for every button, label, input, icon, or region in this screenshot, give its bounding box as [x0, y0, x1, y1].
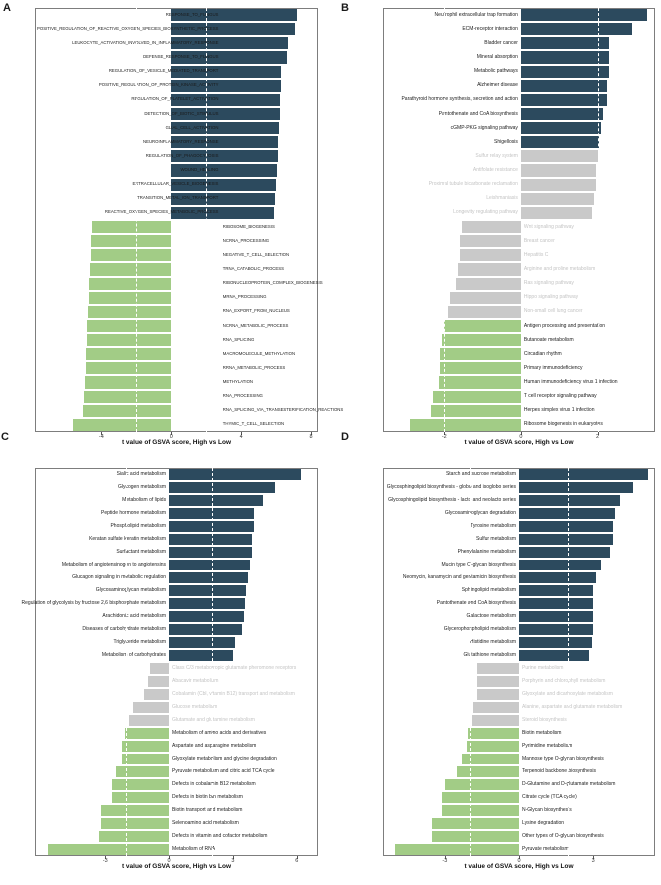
- bar-label: DEFENSE_RESPONSE_TO_FUNGUS: [143, 53, 219, 59]
- bar-label: T cell receptor signaling pathway: [523, 393, 597, 400]
- bar-label: Glycogen metabolism: [117, 483, 167, 490]
- panel-d: [330, 441, 661, 885]
- bar-label: Peptide hormone metabolism: [101, 509, 167, 516]
- bar-label: Metabolism of angiotensinogen to angiotensins: [61, 561, 167, 568]
- bar-down: [112, 792, 169, 803]
- bar-up: [521, 122, 601, 134]
- bar-label: REACTIVE_OXYGEN_SPECIES_METABOLIC_PROCESS: [104, 209, 219, 215]
- bar-label: Surfactant metabolism: [116, 548, 167, 555]
- bar-label: Parathyroid hormone synthesis, secretion and action: [401, 96, 518, 103]
- bar-label: ECM-receptor interaction: [462, 25, 518, 32]
- x-axis-tick-label: 3: [231, 858, 235, 864]
- bar-label: RNA_PROCESSING: [222, 393, 263, 399]
- bar-down: [87, 334, 172, 346]
- bar-label: RESPONSE_TO_FUNGUS: [165, 11, 219, 17]
- bar-up: [519, 637, 592, 648]
- bar-label: Metabolism of lipids: [122, 496, 167, 503]
- bar-ns: [473, 702, 519, 713]
- bar-label: Breast cancer: [523, 237, 555, 244]
- significance-threshold-line: [136, 8, 137, 432]
- bar-ns: [477, 663, 519, 674]
- bar-label: Aspartate and asparagine metabolism: [172, 742, 257, 749]
- bar-label: Metabolism of carbohydrates: [101, 652, 167, 659]
- bar-down: [86, 362, 172, 374]
- bar-label: RIBONUCLEOPROTEIN_COMPLEX_BIOGENESIS: [222, 280, 323, 286]
- bar-label: Glyoxylate metabolism and glycine degradation: [172, 755, 277, 762]
- bar-up: [521, 66, 609, 78]
- bar-label: LEUKOCYTE_ACTIVATION_INVOLVED_IN_INFLAMMATORY_RESPONSE: [72, 39, 219, 45]
- bar-label: GLIAL_CELL_ACTIVATION: [165, 124, 219, 130]
- bar-up: [169, 495, 263, 506]
- bar-label: Histidine metabolism: [469, 639, 516, 646]
- bar-label: Other types of O-glycan biosynthesis: [522, 833, 604, 840]
- bar-label: NEUROINFLAMMATORY_RESPONSE: [142, 138, 219, 144]
- bar-up: [519, 534, 613, 545]
- x-axis-tick-label: 0: [167, 858, 171, 864]
- x-axis-tick-label: -3: [442, 858, 448, 864]
- bar-up: [519, 495, 620, 506]
- bar-label: Glycosaminoglycan metabolism: [95, 587, 167, 594]
- bar-label: Primary immunodeficiency: [523, 364, 583, 371]
- bar-down: [445, 779, 519, 790]
- panel-a-letter: A: [3, 2, 11, 14]
- bar-label: Selenoamino acid metabolism: [172, 820, 239, 827]
- bar-label: Porphyrin and chlorophyll metabolism: [522, 677, 606, 684]
- significance-threshold-line: [598, 8, 599, 432]
- bar-label: Butanoate metabolism: [523, 336, 574, 343]
- bar-label: Biotin transport and metabolism: [172, 807, 243, 814]
- bar-ns: [521, 207, 592, 219]
- bar-label: RNA_EXPORT_FROM_NUCLEUS: [222, 308, 290, 314]
- bar-down: [91, 249, 171, 261]
- bar-label: Diseases of carbohydrate metabolism: [82, 626, 167, 633]
- bar-label: Metabolism of amino acids and derivatives: [172, 729, 267, 736]
- bar-label: Bladder cancer: [484, 39, 518, 46]
- bar-down: [462, 754, 519, 765]
- bar-label: Defects in biotin btn metabolism: [172, 794, 243, 801]
- panel-b: [330, 0, 661, 445]
- bar-up: [519, 624, 593, 635]
- bar-label: Human immunodeficiency virus 1 infection: [523, 379, 618, 386]
- bar-label: WOUND_HEALING: [180, 167, 219, 173]
- bar-label: Terpenoid backbone biosynthesis: [522, 768, 596, 775]
- bar-down: [122, 754, 169, 765]
- bar-label: Glucose metabolism: [172, 703, 218, 710]
- significance-threshold-line: [470, 468, 471, 856]
- panel-a-xlabel: t value of GSVA score, High vs Low: [121, 439, 232, 446]
- bar-label: Alzheimer disease: [477, 82, 518, 89]
- bar-label: Glycerophospholipid metabolism: [443, 626, 516, 633]
- bar-label: POSITIVE_REGULATION_OF_PROTEIN_KINASE_ACTIVITY: [98, 82, 219, 88]
- bar-up: [519, 508, 615, 519]
- bar-label: Starch and sucrose metabolism: [445, 470, 516, 477]
- bar-label: Sialic acid metabolism: [116, 470, 167, 477]
- bar-down: [91, 235, 171, 247]
- bar-label: Ribosome biogenesis in eukaryotes: [523, 421, 603, 428]
- bar-up: [519, 547, 610, 558]
- bar-down: [83, 405, 171, 417]
- bar-label: Glycosphingolipid biosynthesis - globo and isoglobo series: [386, 483, 516, 490]
- bar-label: MACROMOLECULE_METHYLATION: [222, 350, 296, 356]
- bar-label: Glyoxylate and dicarboxylate metabolism: [522, 690, 613, 697]
- bar-label: Pantothenate and CoA biosynthesis: [436, 600, 516, 607]
- bar-label: Purine metabolism: [522, 664, 564, 671]
- bar-label: REGULATION_OF_PHAGOCYTOSIS: [145, 152, 219, 158]
- x-axis-tick-label: 0: [519, 434, 523, 440]
- bar-down: [89, 278, 171, 290]
- bar-down: [432, 818, 519, 829]
- bar-up: [169, 572, 248, 583]
- bar-label: Pyruvate metabolism and citric acid TCA cycle: [172, 768, 275, 775]
- significance-threshold-line: [206, 8, 207, 432]
- bar-label: DETECTION_OF_BIOTIC_STIMULUS: [144, 110, 219, 116]
- bar-ns: [150, 663, 169, 674]
- bar-label: Pyrimidine metabolism: [522, 742, 573, 749]
- bar-label: Glutamate and glutamine metabolism: [172, 716, 255, 723]
- bar-label: cGMP-PKG signaling pathway: [450, 124, 518, 131]
- bar-label: Ras signaling pathway: [523, 280, 574, 287]
- bar-up: [169, 560, 250, 571]
- bar-label: RIBOSOME_BIOGENESIS: [222, 223, 275, 229]
- bar-down: [90, 263, 171, 275]
- significance-threshold-line: [212, 468, 213, 856]
- bar-label: Longevity regulating pathway: [453, 209, 518, 216]
- bar-label: Steroid biosynthesis: [522, 716, 567, 723]
- bar-up: [169, 534, 252, 545]
- x-axis-tick-label: 2: [596, 434, 600, 440]
- bar-up: [169, 624, 242, 635]
- bar-label: Mucin type O-glycan biosynthesis: [441, 561, 516, 568]
- bar-label: Glycosphingolipid biosynthesis - lacto and neolacto series: [388, 496, 516, 503]
- x-axis-tick-label: 3: [591, 858, 595, 864]
- significance-threshold-line: [568, 468, 569, 856]
- bar-up: [519, 469, 648, 480]
- bar-label: Mineral absorption: [476, 53, 518, 60]
- bar-down: [87, 320, 171, 332]
- bar-up: [519, 521, 613, 532]
- bar-up: [521, 9, 647, 21]
- bar-label: METHYLATION: [222, 379, 254, 385]
- significance-threshold-line: [444, 8, 445, 432]
- bar-label: REGULATION_OF_VESICLE_MEDIATED_TRANSPORT: [108, 68, 219, 74]
- bar-up: [521, 94, 607, 106]
- bar-label: Neutrophil extracellular trap formation: [434, 11, 518, 18]
- bar-label: Sulfur metabolism: [475, 535, 516, 542]
- bar-label: Class C/3 metabotropic glutamate pheromone receptors: [172, 664, 297, 671]
- bar-label: Arginine and proline metabolism: [523, 265, 596, 272]
- bar-label: RNA_SPLICING_VIA_TRANSESTERIFICATION_REACTIONS: [222, 407, 344, 413]
- bar-label: MRNA_PROCESSING: [222, 294, 267, 300]
- bar-label: NCRNA_PROCESSING: [222, 237, 270, 243]
- bar-ns: [521, 164, 596, 176]
- bar-up: [519, 650, 589, 661]
- bar-label: Leishmaniasis: [486, 195, 518, 202]
- bar-label: Phospholipid metabolism: [110, 522, 167, 529]
- bar-label: Keratan sulfate keratin metabolism: [89, 535, 167, 542]
- x-axis-tick-label: 0: [169, 434, 173, 440]
- bar-label: Biotin metabolism: [522, 729, 562, 736]
- bar-label: Shigellosis: [494, 138, 518, 145]
- bar-label: Pantothenate and CoA biosynthesis: [438, 110, 518, 117]
- bar-down: [84, 391, 171, 403]
- bar-up: [521, 37, 609, 49]
- bar-up: [519, 482, 633, 493]
- panel-d-letter: D: [341, 431, 349, 443]
- bar-label: Tyrosine metabolism: [470, 522, 516, 529]
- bar-down: [48, 844, 169, 855]
- bar-ns: [148, 676, 169, 687]
- bar-label: TRNA_CATABOLIC_PROCESS: [222, 265, 284, 271]
- bar-label: Citrate cycle (TCA cycle): [522, 794, 577, 801]
- bar-label: Hippo signaling pathway: [523, 294, 579, 301]
- bar-label: Regulation of glycolysis by fructose 2,6 bisphosphate metabolism: [21, 600, 167, 607]
- bar-up: [519, 560, 601, 571]
- bar-down: [92, 221, 171, 233]
- bar-label: Wnt signaling pathway: [523, 223, 574, 230]
- bar-up: [521, 80, 607, 92]
- bar-label: Neomycin, kanamycin and gentamicin biosynthesis: [402, 574, 516, 581]
- bar-label: Pyruvate metabolism: [522, 846, 569, 853]
- bar-up: [521, 51, 609, 63]
- bar-label: Sphingolipid metabolism: [461, 587, 516, 594]
- bar-down: [457, 766, 519, 777]
- bar-label: Metabolism of RNA: [172, 846, 216, 853]
- significance-threshold-line: [126, 468, 127, 856]
- bar-ns: [129, 715, 169, 726]
- panel-c-xlabel: t value of GSVA score, High vs Low: [121, 863, 232, 870]
- bar-label: Abacavir metabolism: [172, 677, 219, 684]
- x-axis-tick-label: 8: [309, 434, 313, 440]
- bar-label: THYMIC_T_CELL_SELECTION: [222, 421, 285, 427]
- bar-label: RRNA_METABOLIC_PROCESS: [222, 364, 286, 370]
- bar-up: [169, 547, 252, 558]
- bar-down: [73, 419, 171, 431]
- bar-down: [442, 792, 519, 803]
- bar-down: [112, 779, 169, 790]
- bar-down: [432, 831, 519, 842]
- bar-up: [169, 598, 245, 609]
- bar-label: Cobalamin (Cbl, vitamin B12) transport and metabolism: [172, 690, 295, 697]
- bar-down: [468, 728, 519, 739]
- bar-label: Mannose type O-glycan biosynthesis: [522, 755, 604, 762]
- bar-up: [169, 637, 235, 648]
- bar-down: [442, 805, 519, 816]
- bar-label: Hepatitis C: [523, 251, 549, 258]
- bar-down: [116, 766, 169, 777]
- panel-b-xlabel: t value of GSVA score, High vs Low: [464, 439, 574, 446]
- bar-up: [519, 598, 593, 609]
- bar-down: [99, 831, 169, 842]
- bar-ns: [521, 193, 594, 205]
- bar-label: Defects in cobalamin B12 metabolism: [172, 781, 256, 788]
- bar-label: Glucagon signaling in metabolic regulation: [72, 574, 167, 581]
- bar-label: D-Glutamine and D-glutamate metabolism: [522, 781, 616, 788]
- bar-down: [89, 292, 171, 304]
- bar-label: Proximal tubule bicarbonate reclamation: [428, 181, 518, 188]
- bar-label: RNA_SPLICING: [222, 336, 255, 342]
- bar-label: Herpes simplex virus 1 infection: [523, 407, 595, 414]
- bar-down: [122, 741, 169, 752]
- bar-down: [467, 741, 519, 752]
- bar-label: TRANSITION_METAL_ION_TRANSPORT: [137, 195, 219, 201]
- bar-label: Glutathione metabolism: [463, 652, 516, 659]
- bar-up: [169, 611, 243, 622]
- bar-label: Lysine degradation: [522, 820, 565, 827]
- bar-up: [519, 572, 596, 583]
- bar-label: NEGATIVE_T_CELL_SELECTION: [222, 251, 290, 257]
- panel-c: [0, 441, 330, 885]
- bar-up: [519, 585, 593, 596]
- bar-label: Arachidonic acid metabolism: [102, 613, 167, 620]
- bar-label: Circadian rhythm: [523, 350, 562, 357]
- bar-up: [169, 650, 233, 661]
- bar-up: [521, 108, 603, 120]
- bar-ns: [133, 702, 169, 713]
- bar-label: NCRNA_METABOLIC_PROCESS: [222, 322, 289, 328]
- bar-up: [521, 23, 632, 35]
- bar-down: [88, 306, 171, 318]
- bar-label: Metabolic pathways: [474, 68, 518, 75]
- x-axis-tick-label: -3: [102, 858, 108, 864]
- bar-down: [85, 376, 171, 388]
- bar-down: [125, 728, 169, 739]
- bar-label: Antifolate resistance: [472, 167, 518, 174]
- bar-down: [101, 818, 169, 829]
- bar-label: REGULATION_OF_PLATELET_ACTIVATION: [131, 96, 219, 102]
- panel-d-xlabel: t value of GSVA score, High vs Low: [464, 863, 574, 870]
- bar-up: [169, 585, 246, 596]
- bar-up: [519, 611, 593, 622]
- bar-ns: [521, 150, 598, 162]
- bar-label: Glycosaminoglycan degradation: [444, 509, 516, 516]
- panel-b-letter: B: [341, 2, 349, 14]
- bar-label: Antigen processing and presentation: [523, 322, 606, 329]
- bar-label: Defects in vitamin and cofactor metabolism: [172, 833, 268, 840]
- x-axis-tick-label: 4: [239, 434, 243, 440]
- bar-label: Triglyceride metabolism: [113, 639, 167, 646]
- x-axis-tick-label: 6: [295, 858, 299, 864]
- bar-ns: [477, 689, 519, 700]
- bar-label: Phenylalanine metabolism: [457, 548, 516, 555]
- bar-ns: [521, 179, 596, 191]
- bar-label: Non-small cell lung cancer: [523, 308, 583, 315]
- x-axis-tick-label: -2: [441, 434, 447, 440]
- bar-label: POSITIVE_REGULATION_OF_REACTIVE_OXYGEN_SPECIES_BIOSYNTHETIC_PROCESS: [37, 25, 219, 31]
- bar-label: N-Glycan biosynthesis: [522, 807, 572, 814]
- panel-c-letter: C: [1, 431, 9, 443]
- bar-label: Galactose metabolism: [466, 613, 516, 620]
- bar-ns: [144, 689, 170, 700]
- x-axis-tick-label: -4: [98, 434, 104, 440]
- bar-label: Alanine, aspartate and glutamate metabolism: [522, 703, 623, 710]
- bar-down: [86, 348, 172, 360]
- bar-up: [521, 136, 600, 148]
- bar-label: Sulfur relay system: [475, 152, 518, 159]
- panel-a: [0, 0, 344, 446]
- bar-ns: [472, 715, 519, 726]
- bar-down: [101, 805, 169, 816]
- bar-ns: [477, 676, 519, 687]
- bar-label: EXTRACELLULAR_VESICLE_BIOGENESIS: [132, 181, 219, 187]
- x-axis-tick-label: 0: [517, 858, 521, 864]
